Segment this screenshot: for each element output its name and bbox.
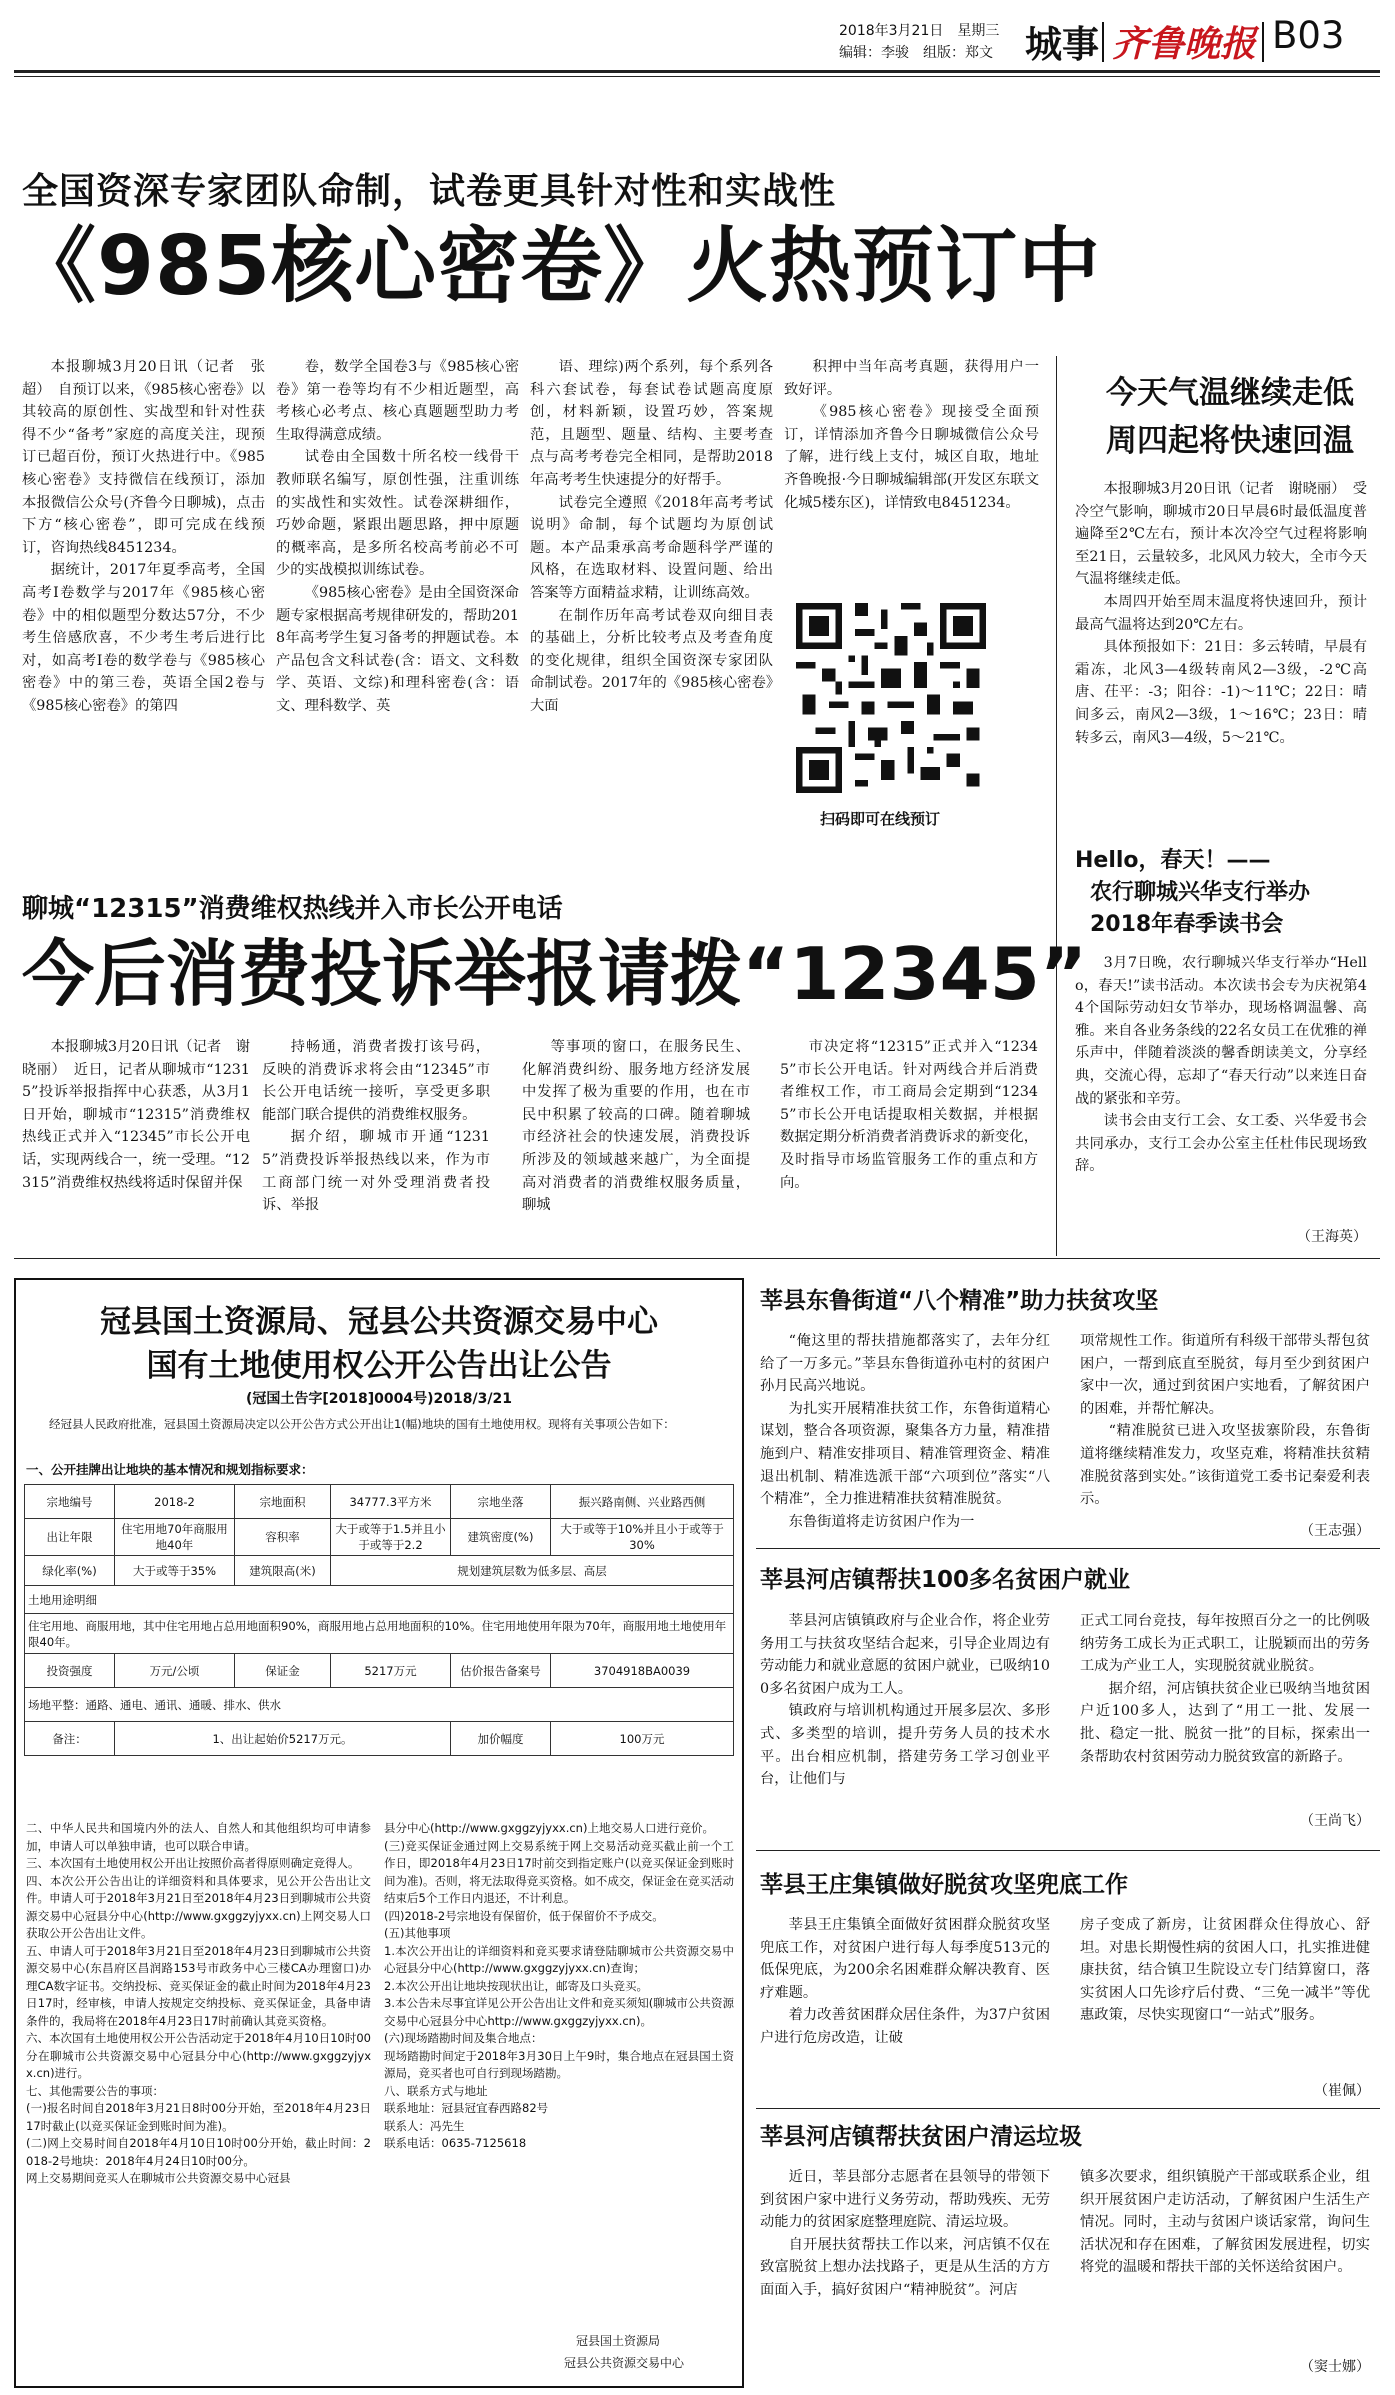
news2-column-2: 正式工同台竞技，每年按照百分之一的比例吸纳劳务工成长为正式职工，让脱颖而出的劳务工成为产业工人，实现脱贫就业脱贫。 据介绍，河店镇扶贫企业已吸纳当地贫困户近100多人，达到了“用工一批、发展一批、稳定一批、脱贫一批”的目标，探索出一条帮助农村贫困劳动力脱贫致富的新路子。 [1080, 1610, 1370, 1810]
tbl-label-deposit: 保证金 [235, 1654, 331, 1688]
weather-title-line1: 今天气温继续走低 [1106, 375, 1354, 411]
tbl-label-remark: 备注： [25, 1722, 115, 1756]
header-rule-thin [14, 76, 1380, 77]
tbl-area: 34777.3平方米 [331, 1485, 451, 1519]
tbl-report: 3704918BA0039 [551, 1654, 734, 1688]
notice-signer-2: 冠县公共资源交易中心 [564, 2356, 685, 2370]
news3-column-1: 莘县王庄集镇全面做好贫困群众脱贫攻坚兜底工作，对贫困户进行每人每季度513元的低保兜底，为200余名困难群众解决教育、医疗难题。 着力改善贫困群众居住条件，为37户贫困户进行危房改造，让破 [760, 1914, 1050, 2074]
notice-left-text: 二、中华人民共和国境内外的法人、自然人和其他组织均可申请参加，申请人可以单独申请，也可以联合申请。 三、本次国有土地使用权公开出让按照价高者得原则确定竞得人。 四、本次公开公告出让的详细资料和具体要求，见公开公告出让文件。申请人可于2018年3月21日至2018年4月23日到聊城市公共资源交易中心冠县分中心(http://www.gxggzyjyxx.cn)上网交易人口获取公开公告出让文件。 五、申请人可于2018年3月21日至2018年4月23日到聊城市公共资源交易中心(东昌府区昌润路153号市政务中心三楼CA办理窗口)办理CA数字证书。交纳投标、竞买保证金的截止时间为2018年4月23日17时，经审核，申请人按规定交纳投标、竞买保证金，具备申请条件的，我局将在2018年4月23日17时前确认其竞买资格。 六、本次国有土地使用权公开公告活动定于2018年4月10日10时00分在聊城市公共资源交易中心冠县分中心(http://www.gxggzyjyxx.cn)进行。 七、其他需要公告的事项： (一)报名时间自2018年3月21日8时00分开始，至2018年4月23日17时截止(以竞买保证金到账时间为准)。 (二)网上交易时间自2018年4月10日10时00分开始，截止时间：2018-2号地块：2018年4月24日10时00分。 网上交易期间竞买人在聊城市公共资源交易中心冠县 [26, 1821, 371, 2185]
paragraph: 镇政府与培训机构通过开展多层次、多形式、多类型的培训，提升劳务人员的技术水平。出台相应机制，搭建劳务工学习创业平台，让他们与 [760, 1703, 1050, 1788]
notice-title-line2: 国有土地使用权公开公告出让公告 [146, 1348, 612, 1384]
tbl-remark: 1、出让起始价5217万元。 [115, 1722, 451, 1756]
tbl-label-term: 出让年限 [25, 1519, 115, 1556]
paragraph: 《985核心密卷》是由全国资深命题专家根据高考规律研发的，帮助2018年高考学生复习备考的押题试卷。本产品包含文科试卷(含：语文、文科数学、英语、文综)和理科密卷(含：语文、理科数学、英 [276, 584, 519, 714]
hotline-column-1: 本报聊城3月20日讯（记者 谢晓丽） 近日，记者从聊城市“12315”投诉举报指挥中心获悉，从3月1日开始，聊城市“12315”消费维权热线正式并入“12345”市长公开电话，实现两线合一，统一受理。“12315”消费维权热线将适时保留并保 [22, 1039, 250, 1191]
tbl-flat: 通路、通电、通讯、通暖、排水、供水 [85, 1697, 281, 1712]
news2-sign: （王尚飞） [1300, 1813, 1370, 1829]
reading-title-line2: 农行聊城兴华支行举办 [1090, 880, 1311, 905]
tbl-invest: 万元/公顷 [115, 1654, 235, 1688]
paragraph: 着力改善贫困群众居住条件，为37户贫困户进行危房改造，让破 [760, 2007, 1050, 2046]
notice-right-text: 县分中心(http://www.gxggzyjyxx.cn)上地交易人口进行竞价。 (三)竞买保证金通过网上交易系统于网上交易活动竞买截止前一个工作日，即2018年4月23日17时前交到指定账户(以竞买保证金到账时间为准)。否则，将无法取得竞买资格。如不成交，保证金在竞买活动结束后5个工作日内退还，不计利息。 (四)2018-2号宗地设有保留价，低于保留价不予成交。 (五)其他事项 1.本次公开出让的详细资料和竞买要求请登陆聊城市公共资源交易中心冠县分中心(http://www.gxggzyjyxx.cn)查询； 2.本次公开出让地块按现状出让，邮寄及口头竞买。 3.本公告未尽事宜详见公开公告出让文件和竞买须知(聊城市公共资源交易中心冠县分中心http://www.gxggzyjyxx.cn)。 (六)现场踏勘时间及集合地点： 现场踏勘时间定于2018年3月30日上午9时，集合地点在冠县国土资源局，竞买者也可自行到现场踏勘。 八、联系方式与地址 联系地址：冠县冠宜春西路82号 联系人：冯先生 联系电话：0635-7125618 [384, 1821, 734, 2150]
paragraph: 为扎实开展精准扶贫工作，东鲁街道精心谋划，整合各项资源，聚集各方力量，精准措施到户、精准安排项目、精准管理资金、精准退出机制、精准选派干部“六项到位”落实“八个精准”，全力推进精准扶贫精准脱贫。 [760, 1400, 1050, 1508]
tbl-label-density: 建筑密度(%) [451, 1519, 551, 1556]
news1-sign: （王志强） [1300, 1523, 1370, 1539]
tbl-term: 住宅用地70年商服用地40年 [115, 1519, 235, 1556]
news1-column-1: “俺这里的帮扶措施都落实了，去年分红给了一万多元。”莘县东鲁街道孙屯村的贫困户孙月民高兴地说。 为扎实开展精准扶贫工作，东鲁街道精心谋划，整合各项资源，聚集各方力量，精准措施到户、精准安排项目、精准管理资金、精准退出机制、精准选派干部“六项到位”落实“八个精准”，全力推进精准扶贫精准脱贫。 东鲁街道将走访贫困户作为一 [760, 1330, 1050, 1516]
notice-intro: 经冠县人民政府批准，冠县国土资源局决定以公开公告方式公开出让1(幅)地块的国有土地使用权。现将有关事项公告如下： [49, 1417, 675, 1431]
header-editor: 编辑：李骏 组版：郑文 [839, 45, 993, 61]
paragraph: 具体预报如下：21日：多云转晴，早晨有霜冻，北风3—4级转南风2—3级，-2℃高唐、茌平：-3；阳谷：-1)～11℃；22日：晴间多云，南风2—3级，1～16℃；23日：晴转多云，南风3—4级，5～21℃。 [1075, 639, 1367, 746]
paragraph: “精准脱贫已进入攻坚拔寨阶段，东鲁街道将继续精准发力，攻坚克难，将精准扶贫精准脱贫落到实处。”该街道党工委书记秦爱利表示。 [1080, 1423, 1370, 1508]
tbl-location: 振兴路南侧、兴业路西侧 [551, 1485, 734, 1519]
tbl-parcel-no: 2018-2 [115, 1485, 235, 1519]
news2-column-1: 莘县河店镇镇政府与企业合作，将企业劳务用工与扶贫攻坚结合起来，引导企业周边有劳动能力和就业意愿的贫困户就业，已吸纳100多名贫困户成为工人。 镇政府与培训机构通过开展多层次、多形式、多类型的培训，提升劳务人员的技术水平。出台相应机制，搭建劳务工学习创业平台，让他们与 [760, 1610, 1050, 1810]
news-rule-1 [756, 1548, 1380, 1549]
land-table [24, 1484, 734, 1756]
news4-column-2: 镇多次要求，组织镇脱产干部或联系企业，组织开展贫困户走访活动，了解贫困户生活生产情况。同时，主动与贫困户谈话家常，询问生活状况和存在困难，了解贫困发展进程，切实将党的温暖和帮扶干部的关怀送给贫困户。 [1080, 2169, 1370, 2276]
news2-title: 莘县河店镇帮扶100多名贫困户就业 [760, 1567, 1131, 1593]
hotline-column-4: 市决定将“12315”正式并入“12345”市长公开电话。针对两线合并后消费者维权工作，市工商局会定期到“12345”市长公开电话提取相关数据，并根据数据定期分析消费者消费诉求的新变化，及时指导市场监管服务工作的重点和方向。 [780, 1039, 1038, 1191]
weather-body: 本报聊城3月20日讯（记者 谢晓丽） 受冷空气影响，聊城市20日早晨6时最低温度普遍降至2℃左右，预计本次冷空气过程将影响至21日，云量较多，北风风力较大，全市今天气温将继续走低。 本周四开始至周末温度将快速回升，预计最高气温将达到20℃左右。 具体预报如下：21日：多云转晴，早晨有霜冻，北风3—4级转南风2—3级，-2℃高唐、茌平：-3；阳谷：-1)～11℃；22日：晴间多云，南风2—3级，1～16℃；23日：晴转多云，南风3—4级，5～21℃。 [1075, 478, 1367, 834]
tbl-height: 规划建筑层数为低多层、高层 [331, 1556, 734, 1586]
section-rule [14, 1258, 1380, 1259]
header-divider-2 [1262, 22, 1264, 62]
news3-title: 莘县王庄集镇做好脱贫攻坚兜底工作 [760, 1872, 1128, 1898]
tbl-use: 住宅用地、商服用地，其中住宅用地占总用地面积90%，商服用地占总用地面积的10%。住宅用地使用年限为70年，商服用地土地使用年限40年。 [25, 1614, 734, 1654]
news3-sign: （崔佩） [1314, 2083, 1370, 2099]
news-rule-2 [756, 1850, 1380, 1851]
tbl-label-parcel-no: 宗地编号 [25, 1485, 115, 1519]
reading-title-line1: Hello，春天！—— [1075, 848, 1271, 873]
news4-sign: （窦士娜） [1300, 2359, 1370, 2375]
tbl-label-far: 容积率 [235, 1519, 331, 1556]
tbl-label-green: 绿化率(%) [25, 1556, 115, 1586]
weather-title-line2: 周四起将快速回温 [1106, 423, 1354, 459]
lead-subtitle: 全国资深专家团队命制，试卷更具针对性和实战性 [22, 171, 837, 212]
land-notice [14, 1278, 744, 2388]
notice-doc-no: (冠国土告字[2018]0004号)2018/3/21 [246, 1391, 512, 1407]
news3-column-2: 房子变成了新房，让贫困群众住得放心、舒坦。对患长期慢性病的贫困人口，扎实推进健康扶贫，结合镇卫生院设立专门结算窗口，落实贫困人口先诊疗后付费、“三免一减半”等优惠政策，尽快实现窗口“一站式”服务。 [1080, 1917, 1370, 2024]
qr-code[interactable] [796, 603, 986, 793]
paragraph: 据介绍，河店镇扶贫企业已吸纳当地贫困户近100多人，达到了“用工一批、发展一批、稳定一批、脱贫一批”的目标，探索出一条帮助农村贫困劳动力脱贫致富的新路子。 [1080, 1680, 1370, 1765]
paragraph: 东鲁街道将走访贫困户作为一 [788, 1513, 975, 1530]
notice-section1: 一、公开挂牌出让地块的基本情况和规划指标要求： [26, 1462, 314, 1477]
qr-caption: 扫码即可在线预订 [820, 810, 941, 828]
tbl-label-location: 宗地坐落 [451, 1485, 551, 1519]
news1-title: 莘县东鲁街道“八个精准”助力扶贫攻坚 [760, 1288, 1159, 1314]
right-column-rule [1056, 356, 1057, 1256]
tbl-increment: 100万元 [551, 1722, 734, 1756]
paragraph: 自开展扶贫帮扶工作以来，河店镇不仅在致富脱贫上想办法找路子，更是从生活的方方面面入手，搞好贫困户“精神脱贫”。河店 [760, 2236, 1050, 2298]
news4-title: 莘县河店镇帮扶贫困户清运垃圾 [760, 2124, 1082, 2150]
paragraph: 读书会由支行工会、女工委、兴华爱书会共同承办，支行工会办公室主任杜伟民现场致辞。 [1075, 1113, 1367, 1175]
paragraph: 本周四开始至周末温度将快速回升，预计最高气温将达到20℃左右。 [1075, 593, 1367, 633]
reading-title-line3: 2018年春季读书会 [1090, 912, 1284, 937]
paragraph: 在制作历年高考试卷双向细目表的基础上，分析比较考点及考查角度的变化规律，组织全国资深专家团队命制试卷。2017年的《985核心密卷》大面 [530, 607, 773, 714]
hotline-column-2: 持畅通，消费者拨打该号码，反映的消费诉求将会由“12345”市长公开电话统一接听，享受更多职能部门联合提供的消费维权服务。 据介绍，聊城市开通“12315”消费投诉举报热线以来，作为市工商部门统一对外受理消费者投诉、举报 [262, 1036, 490, 1240]
reading-body: 3月7日晚，农行聊城兴华支行举办“Hello，春天!”读书活动。本次读书会专为庆祝第44个国际劳动妇女节举办，现场格调温馨、高雅。来自各业务条线的22名女员工在优雅的禅乐声中，伴随着淡淡的馨香朗读美文，分享经典，交流心得，忘却了“春天行动”以来连日奋战的紧张和辛劳。 读书会由支行工会、女工委、兴华爱书会共同承办，支行工会办公室主任杜伟民现场致辞。 [1075, 952, 1367, 1222]
paragraph: 试卷由全国数十所名校一线骨干教师联名编写，原创性强，注重训练的实战性和实效性。试卷深耕细作，巧妙命题，紧跟出题思路，押中原题的概率高，是多所名校高考前必不可少的实战模拟训练试卷。 [276, 449, 519, 579]
tbl-far: 大于或等于1.5并且小于或等于2.2 [331, 1519, 451, 1556]
tbl-label-increment: 加价幅度 [451, 1722, 551, 1756]
hotline-subtitle: 聊城“12315”消费维权热线并入市长公开电话 [22, 894, 563, 924]
tbl-deposit: 5217万元 [331, 1654, 451, 1688]
paragraph: 据介绍，聊城市开通“12315”消费投诉举报热线以来，作为市工商部门统一对外受理消费者投诉、举报 [262, 1129, 490, 1214]
paragraph: 《985核心密卷》现接受全面预订，详情添加齐鲁今日聊城微信公众号了解，进行线上支付，城区自取，地址齐鲁晚报·今日聊城编辑部(开发区东联文化城5楼东区)，详情致电8451234。 [784, 404, 1039, 511]
header-rule [14, 70, 1380, 73]
paragraph: 据统计，2017年夏季高考，全国高考Ⅰ卷数学与2017年《985核心密卷》中的相似题型分数达57分，不少考生倍感欣喜，不少考生考后进行比对，如高考Ⅰ卷的数学卷与《985核心密卷》中的第三卷，英语全国2卷与《985核心密卷》的第四 [22, 562, 265, 714]
paragraph: 试卷完全遵照《2018年高考考试说明》命制，每个试题均为原创试题。本产品秉承高考命题科学严谨的风格，在选取材料、设置问题、给出答案等方面精益求精，让训练高效。 [530, 494, 773, 601]
notice-signer-1: 冠县国土资源局 [576, 2334, 661, 2348]
lead-title: 《985核心密卷》火热预订中 [14, 219, 1102, 314]
tbl-label-invest: 投资强度 [25, 1654, 115, 1688]
header-date: 2018年3月21日 星期三 [839, 23, 1000, 39]
lead-column-3: 语、理综)两个系列，每个系列各科六套试卷，每套试卷试题高度原创，材料新颖，设置巧妙，答案规范，且题型、题量、结构、主要考查点与高考考卷完全相同，是帮助2018年高考考生快速提分的好帮手。 试卷完全遵照《2018年高考考试说明》命制，每个试题均为原创试题。本产品秉承高考命题科学严谨的风格，在选取材料、设置问题、给出答案等方面精益求精，让训练高效。 在制作历年高考试卷双向细目表的基础上，分析比较考点及考查角度的变化规律，组织全国资深专家团队命制试卷。2017年的《985核心密卷》大面 [530, 356, 773, 840]
tbl-label-height: 建筑限高(米) [235, 1556, 331, 1586]
news4-column-1: 近日，莘县部分志愿者在县领导的带领下到贫困户家中进行义务劳动，帮助残疾、无劳动能力的贫困家庭整理庭院、清运垃圾。 自开展扶贫帮扶工作以来，河店镇不仅在致富脱贫上想办法找路子，更是从生活的方方面面入手，搞好贫困户“精神脱贫”。河店 [760, 2166, 1050, 2352]
hotline-column-3: 等事项的窗口，在服务民生、化解消费纠纷、服务地方经济发展中发挥了极为重要的作用，也在市民中积累了较高的口碑。随着聊城市经济社会的快速发展，消费投诉所涉及的领域越来越广，为全面提高对消费者的消费维权服务质量，聊城 [522, 1039, 750, 1214]
tbl-density: 大于或等于10%并且小于或等于30% [551, 1519, 734, 1556]
lead-column-4: 积押中当年高考真题，获得用户一致好评。 《985核心密卷》现接受全面预订，详情添加齐鲁今日聊城微信公众号了解，进行线上支付，城区自取，地址齐鲁晚报·今日聊城编辑部(开发区东联文化城5楼东区)，详情致电8451234。 [784, 356, 1039, 566]
lead-column-1: 本报聊城3月20日讯（记者 张超） 自预订以来，《985核心密卷》以其较高的原创性、实战型和针对性获得不少“备考”家庭的高度关注，现预订已超百份，预订火热进行中。《985核心密卷》支持微信在线预订，添加本报微信公众号(齐鲁今日聊城)，点击下方“核心密卷”，即可完成在线预订，咨询热线8451234。 据统计，2017年夏季高考，全国高考Ⅰ卷数学与2017年《985核心密卷》中的相似题型分数达57分，不少考生倍感欣喜，不少考生考后进行比对，如高考Ⅰ卷的数学卷与《985核心密卷》中的第三卷，英语全国2卷与《985核心密卷》的第四 [22, 356, 265, 840]
notice-title-line1: 冠县国土资源局、冠县公共资源交易中心 [100, 1304, 658, 1340]
tbl-label-area: 宗地面积 [235, 1485, 331, 1519]
section-name: 城事 [1025, 23, 1099, 66]
news1-column-2: 项常规性工作。街道所有科级干部带头帮包贫困户，一帮到底直至脱贫，每月至少到贫困户家中一次，通过到贫困户实地看，了解贫困户的困难，并帮忙解决。 “精准脱贫已进入攻坚拔寨阶段，东鲁街道将继续精准发力，攻坚克难，将精准扶贫精准脱贫落到实处。”该街道党工委书记秦爱利表示。 [1080, 1330, 1370, 1516]
news-rule-3 [756, 2108, 1380, 2109]
tbl-label-flat: 场地平整： [28, 1697, 86, 1712]
tbl-label-report: 估价报告备案号 [451, 1654, 551, 1688]
tbl-green: 大于或等于35% [115, 1556, 235, 1586]
hotline-title: 今后消费投诉举报请拨“12345” [22, 932, 1088, 1016]
header-divider [1102, 22, 1104, 62]
paper-logo: 齐鲁晚报 [1112, 23, 1257, 65]
lead-column-2: 卷，数学全国卷3与《985核心密卷》第一卷等均有不少相近题型，高考核心必考点、核心真题题型助力考生取得满意成绩。 试卷由全国数十所名校一线骨干教师联名编写，原创性强，注重训练的实战性和实效性。试卷深耕细作，巧妙命题，紧跟出题思路，押中原题的概率高，是多所名校高考前必不可少的实战模拟训练试卷。 《985核心密卷》是由全国资深命题专家根据高考规律研发的，帮助2018年高考学生复习备考的押题试卷。本产品包含文科试卷(含：语文、文科数学、英语、文综)和理科密卷(含：语文、理科数学、英 [276, 356, 519, 840]
page-number: B03 [1272, 14, 1345, 57]
reading-sign: （王海英） [1297, 1229, 1367, 1245]
tbl-label-use: 土地用途明细 [25, 1586, 734, 1614]
